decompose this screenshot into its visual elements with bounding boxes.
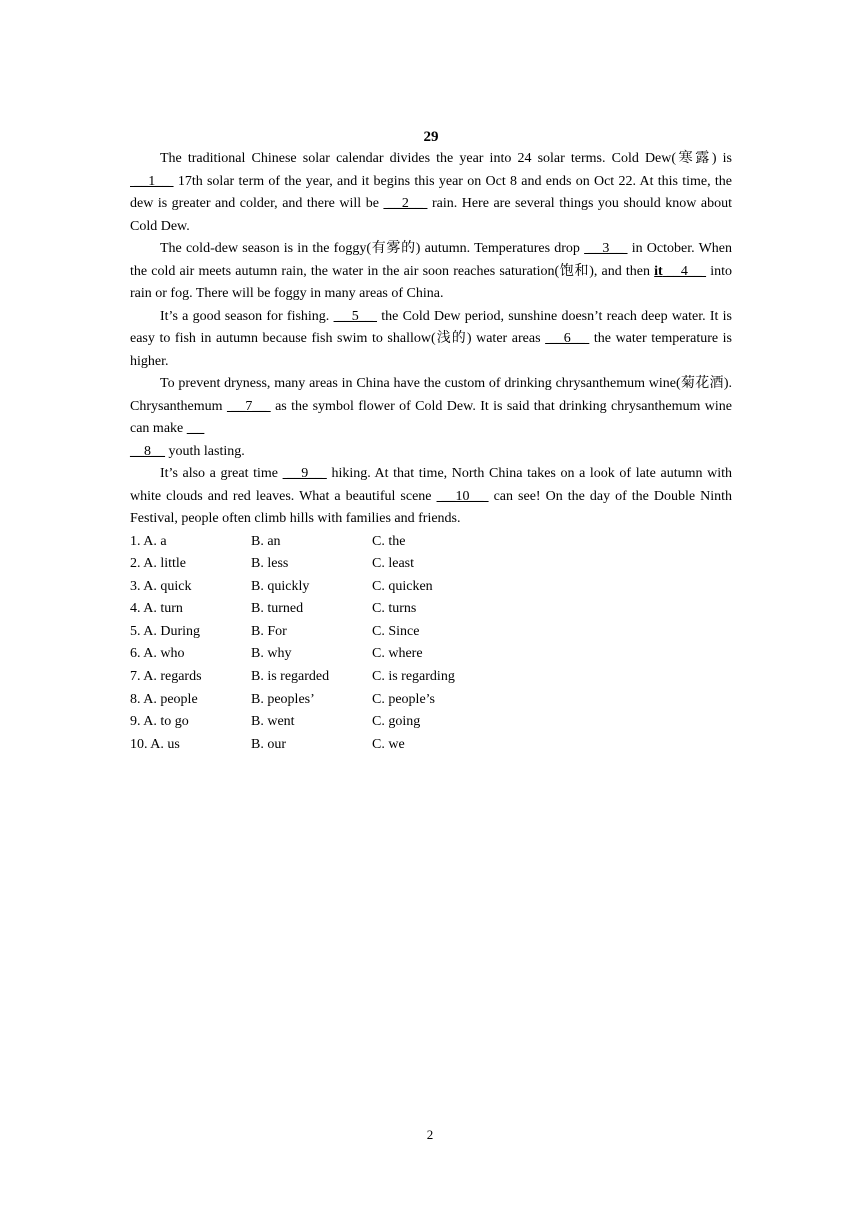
paragraph-4-continued	[130, 441, 732, 464]
blank-6: __6__	[545, 331, 590, 346]
blank-3: __3__	[584, 241, 628, 256]
option-a: 3. A. quick	[130, 578, 192, 594]
option-b: B. For	[251, 623, 287, 639]
text: the water temperature is higher.	[130, 331, 733, 369]
blank-8: __8__	[130, 443, 165, 459]
option-b: B. went	[251, 714, 295, 730]
option-b: B. an	[251, 533, 281, 549]
paragraph-2	[130, 238, 732, 306]
option-row	[130, 598, 732, 621]
option-c: C. Since	[372, 623, 420, 639]
option-row	[130, 553, 732, 576]
option-c: C. where	[372, 646, 423, 662]
option-row	[130, 531, 732, 554]
option-b: B. turned	[251, 601, 304, 617]
option-a: 4. A. turn	[130, 601, 183, 617]
text: 17th solar term of the year, and it begins this year on Oct 8 and ends on Oct 22. At this time, the dew is greater and colder, and there will be	[130, 173, 732, 211]
blank-7: __7__	[226, 398, 271, 414]
page-number: 2	[426, 1127, 434, 1142]
text: The traditional Chinese solar calendar divides the year into 24 solar terms. Cold Dew(寒露) is	[160, 151, 732, 166]
option-row	[130, 734, 732, 757]
option-row	[130, 711, 732, 734]
option-c: C. people’s	[372, 691, 435, 707]
option-c: C. quicken	[372, 578, 433, 594]
blank-1: __1__	[130, 173, 174, 189]
option-a: 9. A. to go	[130, 714, 189, 730]
option-row	[130, 576, 732, 599]
question-number-title: 29	[423, 129, 439, 145]
paragraph-1	[130, 148, 732, 238]
option-row	[130, 666, 732, 689]
text: in October. When the cold air meets autumn rain, the water in the air soon reaches saturation(饱和), and then	[130, 241, 733, 279]
emphasized-word: it	[654, 263, 663, 279]
option-c: C. is regarding	[372, 669, 455, 685]
option-b: B. is regarded	[251, 669, 330, 685]
blank-8-start: __	[186, 421, 205, 436]
text: It’s also a great time	[160, 466, 283, 481]
paragraph-3	[130, 306, 732, 374]
option-a: 6. A. who	[130, 646, 185, 662]
blank-2: __2__	[383, 196, 428, 211]
option-b: B. why	[251, 646, 292, 662]
option-c: C. turns	[372, 601, 417, 617]
option-a: 10. A. us	[130, 736, 180, 752]
option-b: B. peoples’	[251, 691, 315, 707]
option-row	[130, 643, 732, 666]
blank-5: __5__	[333, 308, 378, 324]
options-list	[130, 531, 732, 757]
option-c: C. we	[372, 736, 405, 752]
blank-4: __4__	[662, 263, 707, 279]
text: as the symbol flower of Cold Dew. It is said that drinking chrysanthemum wine can make	[130, 398, 733, 436]
text: into rain or fog. There will be foggy in many areas of China.	[130, 263, 733, 301]
option-b: B. our	[251, 736, 286, 752]
text: rain. Here are several things you should know about Cold Dew.	[130, 196, 733, 234]
text: It’s a good season for fishing.	[160, 308, 334, 324]
option-row	[130, 621, 732, 644]
option-a: 5. A. During	[130, 623, 200, 639]
option-a: 7. A. regards	[130, 669, 202, 685]
paragraph-4	[130, 373, 732, 441]
text: hiking. At that time, North China takes on a look of late autumn with white clouds and red leaves. What a beautiful scene	[130, 466, 733, 504]
document-page	[130, 126, 732, 756]
text: To prevent dryness, many areas in China have the custom of drinking chrysanthemum wine(菊花酒). Chrysanthemum	[130, 376, 732, 414]
option-c: C. going	[372, 714, 421, 730]
option-b: B. quickly	[251, 578, 310, 594]
text: can see! On the day of the Double Ninth Festival, people often climb hills with families and friends.	[130, 488, 733, 526]
option-b: B. less	[251, 556, 289, 572]
text: The cold-dew season is in the foggy(有雾的) autumn. Temperatures drop	[160, 241, 585, 256]
option-c: C. least	[372, 556, 414, 572]
text: the Cold Dew period, sunshine doesn’t reach deep water. It is easy to fish in autumn because fish swim to shallow(浅的) water areas	[130, 308, 732, 346]
blank-9: __9__	[282, 466, 327, 481]
text: youth lasting.	[165, 443, 245, 459]
option-a: 8. A. people	[130, 691, 198, 707]
option-a: 2. A. little	[130, 556, 186, 572]
paragraph-5	[130, 463, 732, 531]
blank-10: __10__	[436, 488, 489, 504]
option-c: C. the	[372, 533, 406, 549]
option-row	[130, 689, 732, 712]
option-a: 1. A. a	[130, 533, 167, 549]
